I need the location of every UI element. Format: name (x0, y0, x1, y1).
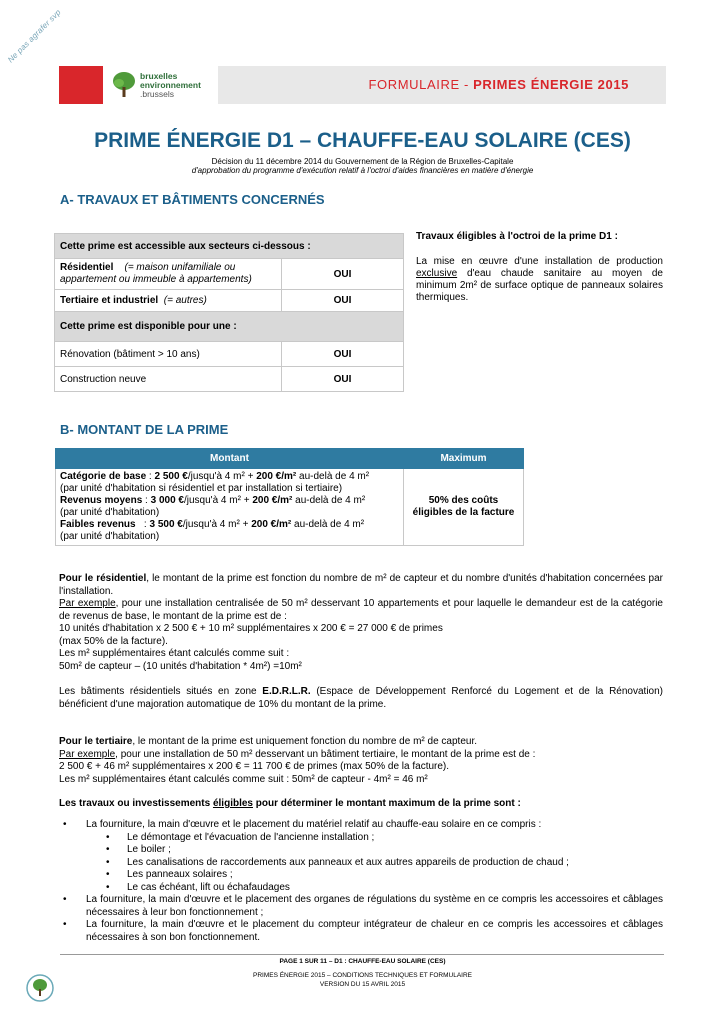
works-sub-item: • Les panneaux solaires ; (59, 869, 663, 882)
base-tail: au-delà de 4 m² (296, 471, 370, 482)
tree-logo-icon (109, 70, 139, 100)
edrlr-bold: E.D.R.L.R. (262, 686, 311, 697)
residential-l5: Les m² supplémentaires étant calculés comme suit : (59, 648, 290, 659)
residential-l4: (max 50% de la facture). (59, 635, 168, 647)
low-sep: : (135, 519, 150, 530)
works-title-2: pour déterminer le montant maximum de la prime sont : (252, 798, 521, 809)
residential-l6: 50m² de capteur – (10 unités d'habitation * 4m²) =10m² (59, 660, 302, 672)
tertiary-l4: Les m² supplémentaires étant calculés comme suit : 50m² de capteur - 4m² = 46 m² (59, 773, 428, 785)
works-item-1: • La fourniture, la main d'œuvre et le placement du matériel relatif au chauffe-eau solaire en ce compris : (59, 819, 663, 832)
subtitle-decision: Décision du 11 décembre 2014 du Gouvernement de la Région de Bruxelles-Capitale (211, 157, 514, 166)
edrlr-1: Les bâtiments résidentiels situés en zone (59, 686, 263, 697)
residential-l1: , le montant de la prime est fonction du nombre de m² de capteur et du nombre d'unités d'habitation concernées par l'installation. (59, 573, 664, 597)
mid-note: (par unité d'habitation) (60, 507, 160, 518)
low-income (60, 519, 399, 531)
amount-table (55, 448, 524, 546)
residential-lead: Pour le résidentiel (59, 573, 147, 584)
col-montant: Montant (56, 449, 404, 469)
no-staple-stamp: Ne pas agrafer svp (6, 7, 63, 65)
residential-cell (55, 259, 282, 290)
sectors-header: Cette prime est accessible aux secteurs ci-dessous : (55, 234, 404, 259)
base-amount: 2 500 € (154, 471, 188, 482)
low-tail: au-delà de 4 m² (291, 519, 365, 530)
works-title-1: Les travaux ou investissements (59, 798, 213, 809)
low-label: Faibles revenus (60, 519, 136, 530)
base-label: Catégorie de base (60, 471, 147, 482)
base-sep: : (146, 471, 155, 482)
low-mid: /jusqu'à 4 m² + (182, 519, 252, 530)
tertiary-l3: 2 500 € + 46 m² supplémentaires x 200 € = 11 700 € de primes (max 50% de la facture). (59, 761, 450, 772)
mid-tail: au-delà de 4 m² (292, 495, 366, 506)
base-extra: 200 €/m² (256, 471, 297, 482)
sectors-table (54, 233, 404, 392)
subtitle-approval: d'approbation du programme d'exécution relatif à l'octroi d'aides financières en matière d'énergie (191, 166, 534, 175)
logo-line-1: bruxelles (140, 71, 178, 81)
section-b-heading: B- MONTANT DE LA PRIME (60, 422, 229, 437)
low-extra: 200 €/m² (251, 519, 292, 530)
tertiary-lead: Pour le tertiaire (59, 736, 133, 747)
max-line-1: 50% des coûts (428, 495, 499, 506)
tertiary-note: (= autres) (163, 295, 207, 306)
works-sub-item: • Le cas échéant, lift ou échafaudages (59, 882, 663, 895)
base-category (60, 471, 399, 483)
logo-line-2: environnement (140, 80, 201, 90)
renovation-value: OUI (282, 342, 404, 367)
logo-text (140, 72, 201, 99)
base-mid: /jusqu'à 4 m² + (187, 471, 257, 482)
residential-label: Résidentiel (60, 262, 114, 273)
max-line-2: éligibles de la facture (412, 507, 515, 518)
tertiary-l2: , pour une installation de 50 m² desservant un bâtiment tertiaire, le montant de la prime est de : (115, 748, 536, 760)
section-a-heading: A- TRAVAUX ET BÂTIMENTS CONCERNÉS (60, 192, 325, 207)
works-title (59, 798, 663, 811)
works-sub-item: • Le boiler ; (59, 844, 663, 857)
residential-l2: , pour une installation centralisée de 50 m² desservant 10 appartements et pour laquelle le demandeur est de la catégorie de revenus de base, le montant de la prime est de : (59, 598, 663, 622)
header-title-bold: PRIMES ÉNERGIE 2015 (473, 77, 629, 92)
mid-income (60, 495, 399, 507)
mid-amount: 3 000 € (150, 495, 184, 506)
tertiary-example: Par exemple (59, 748, 116, 760)
works-item-3: • La fourniture, la main d'œuvre et le placement du compteur intégrateur de chaleur en ce compris les accessoires et câblages nécessaires à son bon fonctionnement. (59, 919, 663, 944)
footer-divider (60, 954, 664, 955)
logo-line-3: .brussels (140, 89, 175, 99)
new-construction-label: Construction neuve (55, 367, 282, 392)
page-title: PRIME ÉNERGIE D1 – CHAUFFE-EAU SOLAIRE (CES) (94, 129, 631, 152)
maximum-cell (404, 469, 524, 546)
low-amount: 3 500 € (149, 519, 183, 530)
tertiary-paragraph (59, 736, 663, 786)
eligible-text-1: La mise en œuvre d'une installation de production (416, 256, 663, 267)
residential-note: (= maison unifamiliale ou appartement ou immeuble à appartements) (60, 262, 252, 285)
edrlr-paragraph (59, 686, 663, 711)
edrlr-2: (Espace de Développement Renforcé du Logement et de la Rénovation) bénéficient d'une majoration automatique de 10% du montant de la prime. (59, 686, 663, 710)
eligible-text-2: d'eau chaude sanitaire au moyen de minimum 2m² de surface optique de panneaux solaires thermiques. (416, 268, 663, 303)
residential-l3: 10 unités d'habitation x 2 500 € + 10 m² supplémentaires x 200 € = 27 000 € de primes (59, 623, 443, 634)
availability-header: Cette prime est disponible pour une : (55, 312, 404, 342)
header-red-block (59, 66, 103, 104)
mid-sep: : (142, 495, 151, 506)
tertiary-l1: , le montant de la prime est uniquement fonction du nombre de m² de capteur. (132, 736, 478, 747)
works-title-eligible: éligibles (212, 798, 253, 809)
works-sub-item: • Les canalisations de raccordements aux panneaux et aux autres appareils de production de chaud ; (59, 857, 663, 870)
residential-example: Par exemple (59, 598, 116, 609)
mid-mid: /jusqu'à 4 m² + (183, 495, 253, 506)
col-maximum: Maximum (404, 449, 524, 469)
works-item-2: • La fourniture, la main d'œuvre et le placement des organes de régulations du système en ce compris les accessoires et câblages nécessaires à leur bon fonctionnement ; (59, 894, 663, 919)
header-title-prefix: FORMULAIRE - (368, 77, 474, 92)
mid-extra: 200 €/m² (252, 495, 293, 506)
renovation-label: Rénovation (bâtiment > 10 ans) (55, 342, 282, 367)
footer-logo-icon (25, 973, 55, 1003)
eligible-text-exclusive: exclusive (416, 268, 458, 279)
tertiary-label: Tertiaire et industriel (60, 295, 159, 306)
residential-value: OUI (282, 259, 404, 290)
footer-line-2: PRIMES ÉNERGIE 2015 – CONDITIONS TECHNIQUES ET FORMULAIRE (252, 972, 472, 979)
header-title (369, 77, 630, 92)
residential-paragraph (59, 573, 663, 673)
footer-version: VERSION DU 15 AVRIL 2015 (319, 981, 406, 988)
mid-label: Revenus moyens (60, 495, 143, 506)
base-note: (par unité d'habitation si résidentiel et par installation si tertiaire) (60, 483, 343, 494)
eligible-works-title: Travaux éligibles à l'octroi de la prime D1 : (416, 231, 618, 242)
works-list (59, 819, 663, 944)
amount-details (56, 469, 404, 546)
low-note: (par unité d'habitation) (60, 531, 160, 542)
new-construction-value: OUI (282, 367, 404, 392)
tertiary-cell (55, 290, 282, 312)
footer-page-number: PAGE 1 SUR 11 – D1 : CHAUFFE-EAU SOLAIRE (CES) (279, 958, 446, 965)
tertiary-value: OUI (282, 290, 404, 312)
eligible-works-text (416, 256, 663, 304)
works-sub-item: • Le démontage et l'évacuation de l'ancienne installation ; (59, 832, 663, 845)
